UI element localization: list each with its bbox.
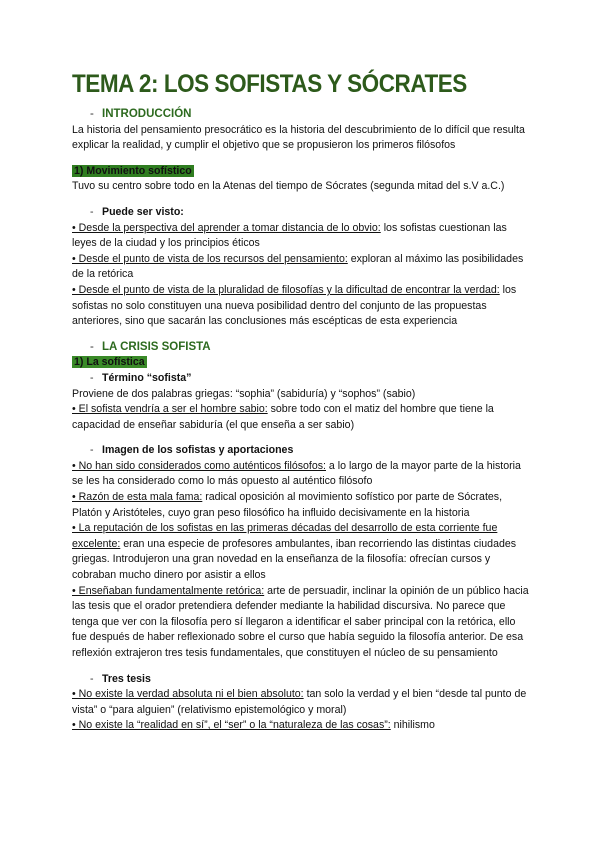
list-item: • Desde el punto de vista de la pluralidad de filosofías y la dificultad de encontrar la verdad: los sofistas no solo constituyen una nueva posibilidad dentro del conjunto de las propuestas anteriores, sino que sacarán las conclusiones más escépticas de esta experiencia (72, 283, 517, 328)
subsection-heading-movimiento: 1) Movimiento sofístico (74, 164, 192, 177)
subsection-heading-sofistica: 1) La sofística (74, 356, 145, 369)
list-item: • No existe la “realidad en sí”, el “ser” o la “naturaleza de las cosas”: nihilismo (72, 719, 435, 732)
page-title: TEMA 2: LOS SOFISTAS Y SÓCRATES (72, 70, 467, 98)
list-item: • Desde el punto de vista de los recursos del pensamiento: exploran al máximo las posibilidades de la retórica (72, 252, 524, 281)
document-body (72, 107, 532, 734)
puede-heading: - Puede ser visto: (90, 205, 184, 218)
list-item: • La reputación de los sofistas en las primeras décadas del desarrollo de esta corriente fue excelente: eran una especie de profesores ambulantes, iban recorriendo las distintas ciudades griegas. Introdujeron una gran novedad en la enseñanza de la filosofía: ofrecían cursos y cobraban mucho dinero por asistir a ellos (72, 522, 517, 582)
list-item: • Enseñaban fundamentalmente retórica: arte de persuadir, inclinar la opinión de un público hacia las tesis que el orador pretendiera defender mediante la habilidad discursiva. No parece que tenga que ver con la filosofía pero sí llegaron a identificar el saber principal con la retórica, ello fue después de haber reflexionado sobre el curso que había seguido la filosofía anterior. De esa reflexión extrajeron tres tesis fundamentales, que constituyen el núcleo de su pensamiento (72, 584, 529, 659)
termino-paragraph: Proviene de dos palabras griegas: “sophia” (sabiduría) y “sophos” (sabio) (72, 387, 416, 400)
list-item: • No han sido considerados como auténticos filósofos: a lo largo de la mayor parte de la historia se les ha considerado como lo más opuesto al auténtico filósofo (72, 459, 521, 488)
imagen-heading: - Imagen de los sofistas y aportaciones (90, 444, 294, 457)
list-item: • No existe la verdad absoluta ni el bien absoluto: tan solo la verdad y el bien “desde tal punto de vista” o “para alguien” (relativismo epistemológico y moral) (72, 688, 527, 716)
section-heading-introduccion: - INTRODUCCIÓN (90, 108, 192, 120)
list-item: • El sofista vendría a ser el hombre sabio: sobre todo con el matiz del hombre que tiene la capacidad de enseñar sabiduría (el que enseña a ser sabio) (72, 403, 494, 431)
section-heading-crisis: - LA CRISIS SOFISTA (90, 340, 211, 353)
list-item: • Desde la perspectiva del aprender a tomar distancia de lo obvio: los sofistas cuestionan las leyes de la ciudad y los principios éticos (72, 221, 507, 250)
movimiento-paragraph: Tuvo su centro sobre todo en la Atenas del tiempo de Sócrates (segunda mitad del s.V a.C.) (72, 180, 505, 193)
termino-heading: - Término “sofista” (90, 371, 192, 384)
list-item: • Razón de esta mala fama: radical oposición al movimiento sofístico por parte de Sócrates, Platón y Aristóteles, cuyo gran peso filosófico ha influido decisivamente en la historia (72, 491, 503, 519)
tres-tesis-heading: - Tres tesis (90, 672, 151, 685)
intro-paragraph: La historia del pensamiento presocrático es la historia del descubrimiento de lo difícil que resulta explicar la realidad, y cumplir el objetivo que se propusieron los primeros filósofos (72, 123, 525, 152)
